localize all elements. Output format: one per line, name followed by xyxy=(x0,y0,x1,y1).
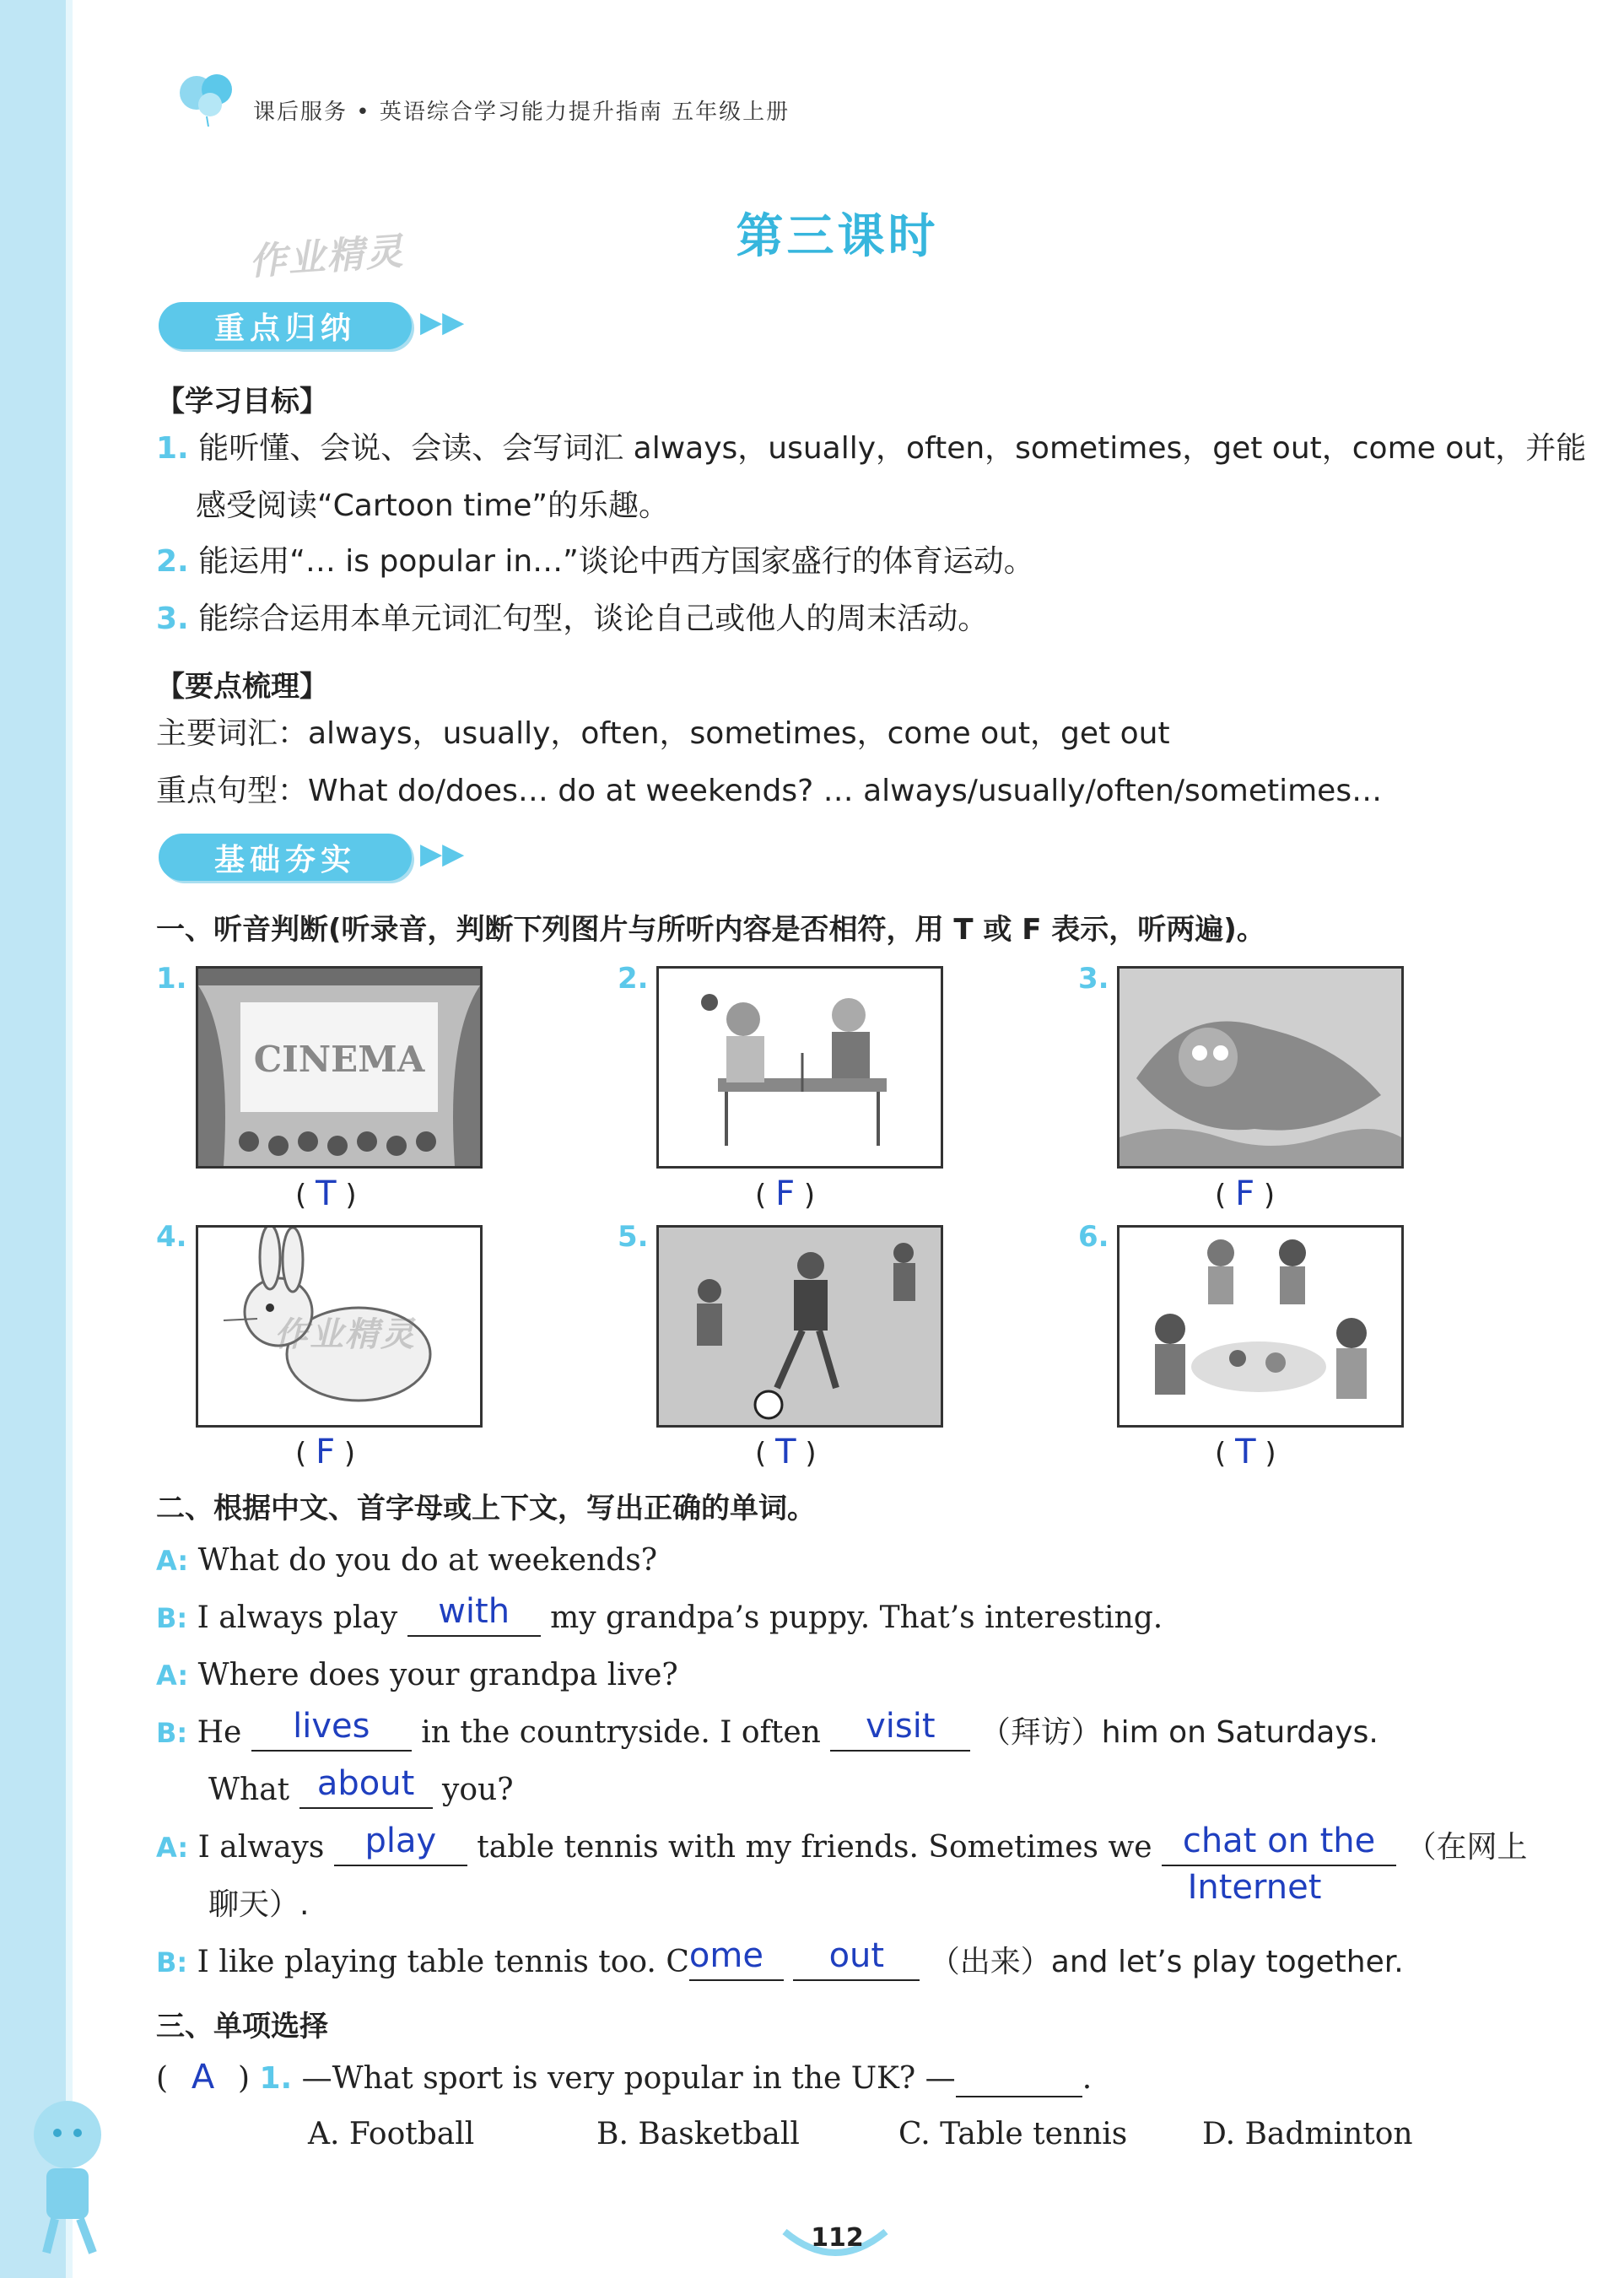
objective-number: 1. xyxy=(156,431,189,466)
dialogue-line-4 xyxy=(156,1707,1379,1752)
dialogue-text: you? xyxy=(442,1773,514,1807)
answer-text: chat on the xyxy=(1182,1822,1376,1860)
speaker-label: A: xyxy=(156,1660,189,1692)
dialogue-line-7: 聊天）. xyxy=(208,1887,310,1922)
dialogue-text: What do you do at weekends? xyxy=(197,1543,658,1578)
objective-1 xyxy=(156,430,1586,467)
keypoints-pattern: 重点句型：What do/does… do at weekends? … always/usually/often/sometimes… xyxy=(156,774,1383,808)
question-end: . xyxy=(1082,2061,1093,2096)
answer-blank[interactable] xyxy=(956,2096,1082,2097)
objective-text: 能综合运用本单元词汇句型，谈论自己或他人的周末活动。 xyxy=(198,602,989,636)
answer-slot-6: ( T ) xyxy=(1215,1433,1276,1471)
dialogue-text: （拜访）him on Saturdays. xyxy=(979,1715,1379,1750)
football-icon xyxy=(659,1228,941,1425)
cinema-icon xyxy=(198,969,480,1166)
picture-number: 3. xyxy=(1078,962,1109,996)
speaker-label: A: xyxy=(156,1545,189,1577)
option-a: A. Football xyxy=(308,2117,475,2151)
answer-blank[interactable] xyxy=(251,1707,412,1752)
answer-blank[interactable] xyxy=(1162,1822,1396,1866)
objective-number: 2. xyxy=(156,544,189,579)
balloon-icon xyxy=(173,67,240,127)
answer-text: with xyxy=(438,1592,510,1631)
answer-blank[interactable] xyxy=(407,1592,541,1637)
paren-close: ) xyxy=(237,2061,250,2096)
side-decoration-edge xyxy=(66,0,73,2278)
double-arrow-icon: ▶▶ xyxy=(420,305,465,339)
watermark: 作业精灵 xyxy=(274,1315,416,1354)
picnic-icon xyxy=(1120,1228,1401,1425)
answer-blank[interactable] xyxy=(830,1707,970,1752)
dialogue-text: I always xyxy=(197,1830,325,1865)
answer-text: play xyxy=(364,1822,437,1860)
section1-title: 一、听音判断(听录音，判断下列图片与所听内容是否相符，用 T 或 F 表示，听两遍)。 xyxy=(156,913,1265,947)
answer-blank[interactable] xyxy=(688,1936,784,1981)
answer-slot-2: ( F ) xyxy=(755,1174,816,1213)
table-tennis-picture xyxy=(656,966,943,1169)
objectives-heading: 【学习目标】 xyxy=(156,385,328,418)
header-text: 课后服务 • 英语综合学习能力提升指南 五年级上册 xyxy=(253,100,790,125)
dialogue-line-8 xyxy=(156,1936,1404,1981)
rabbit-picture xyxy=(196,1225,483,1428)
picnic-picture xyxy=(1117,1225,1404,1428)
section-banner-key-points: 重点归纳 xyxy=(159,302,412,349)
answer-text: about xyxy=(316,1764,415,1803)
dialogue-text: What xyxy=(208,1773,290,1807)
speaker-label: A: xyxy=(156,1832,189,1864)
lesson-title: 第三课时 xyxy=(736,209,939,264)
answer-slot-3: ( F ) xyxy=(1215,1174,1276,1213)
football-picture xyxy=(656,1225,943,1428)
answer-mark: T xyxy=(1235,1433,1256,1471)
answer-blank[interactable] xyxy=(299,1764,433,1809)
speaker-label: B: xyxy=(156,1602,188,1634)
answer-text: A xyxy=(191,2058,215,2097)
option-c: C. Table tennis xyxy=(898,2117,1128,2151)
keypoints-heading: 【要点梳理】 xyxy=(156,670,328,704)
dialogue-text: my grandpa’s puppy. That’s interesting. xyxy=(550,1601,1163,1635)
dialogue-text: Where does your grandpa live? xyxy=(197,1658,678,1692)
dialogue-line-2 xyxy=(156,1592,1163,1637)
question-text: —What sport is very popular in the UK? — xyxy=(301,2061,956,2096)
answer-mark: F xyxy=(775,1174,796,1213)
section2-title: 二、根据中文、首字母或上下文，写出正确的单词。 xyxy=(156,1492,816,1525)
question-number: 1. xyxy=(259,2061,293,2096)
answer-text: visit xyxy=(866,1707,936,1746)
answer-mark: F xyxy=(316,1433,336,1471)
picture-number: 6. xyxy=(1078,1220,1109,1254)
table-tennis-icon xyxy=(659,969,941,1166)
dialogue-line-1 xyxy=(156,1542,657,1579)
dialogue-text: He xyxy=(197,1715,242,1750)
objective-1-continued: 感受阅读“Cartoon time”的乐趣。 xyxy=(196,489,670,523)
speaker-label: B: xyxy=(156,1717,188,1749)
objective-text: 能听懂、会说、会读、会写词汇 always，usually，often，sometimes，get out，come out，并能 xyxy=(198,431,1587,466)
speaker-label: B: xyxy=(156,1946,188,1978)
answer-slot-1: ( T ) xyxy=(295,1174,357,1213)
option-d: D. Badminton xyxy=(1202,2117,1413,2151)
answer-text: lives xyxy=(293,1707,370,1746)
objective-text: 能运用“… is popular in…”谈论中西方国家盛行的体育运动。 xyxy=(198,544,1034,579)
objective-2 xyxy=(156,543,1034,580)
cinema-picture xyxy=(196,966,483,1169)
objective-3 xyxy=(156,601,988,638)
answer-slot-5: ( T ) xyxy=(755,1433,817,1471)
answer-text: ome xyxy=(688,1936,763,1975)
question-1 xyxy=(156,2059,1092,2097)
section-banner-basics: 基础夯实 xyxy=(159,834,412,881)
dialogue-line-5 xyxy=(208,1764,514,1809)
dialogue-text: I always play xyxy=(197,1601,398,1635)
answer-mark: T xyxy=(775,1433,796,1471)
section3-title: 三、单项选择 xyxy=(156,2010,328,2043)
answer-slot-4: ( F ) xyxy=(295,1433,356,1471)
swimming-picture xyxy=(1117,966,1404,1169)
answer-text: out xyxy=(828,1936,885,1975)
objective-number: 3. xyxy=(156,602,189,636)
dialogue-text: （在网上 xyxy=(1405,1830,1528,1865)
dialogue-line-3 xyxy=(156,1657,678,1694)
answer-blank[interactable] xyxy=(334,1822,467,1866)
answer-blank[interactable] xyxy=(793,1936,920,1981)
dialogue-text: in the countryside. I often xyxy=(421,1715,821,1750)
page-number: 112 xyxy=(811,2223,864,2253)
dialogue-text: （出来）and let’s play together. xyxy=(929,1945,1404,1979)
picture-number: 5. xyxy=(618,1220,649,1254)
dialogue-text: I like playing table tennis too. C xyxy=(197,1945,689,1979)
side-decoration-strip xyxy=(0,0,66,2278)
answer-text-continued: Internet xyxy=(1187,1868,1322,1907)
paren-open: ( xyxy=(156,2061,169,2096)
dialogue-text: table tennis with my friends. Sometimes we xyxy=(477,1830,1152,1865)
option-b: B. Basketball xyxy=(596,2117,800,2151)
dialogue-line-6 xyxy=(156,1822,1528,1866)
swimming-icon xyxy=(1120,969,1401,1166)
double-arrow-icon: ▶▶ xyxy=(420,837,465,871)
answer-mark: F xyxy=(1235,1174,1255,1213)
svg-text:CINEMA: CINEMA xyxy=(253,1039,425,1080)
keypoints-vocab: 主要词汇：always，usually，often，sometimes，come out，get out xyxy=(156,716,1170,751)
picture-number: 4. xyxy=(156,1220,187,1254)
picture-number: 2. xyxy=(618,962,649,996)
answer-mark: T xyxy=(316,1174,337,1213)
watermark: 作业精灵 xyxy=(247,229,406,284)
picture-number: 1. xyxy=(156,962,187,996)
